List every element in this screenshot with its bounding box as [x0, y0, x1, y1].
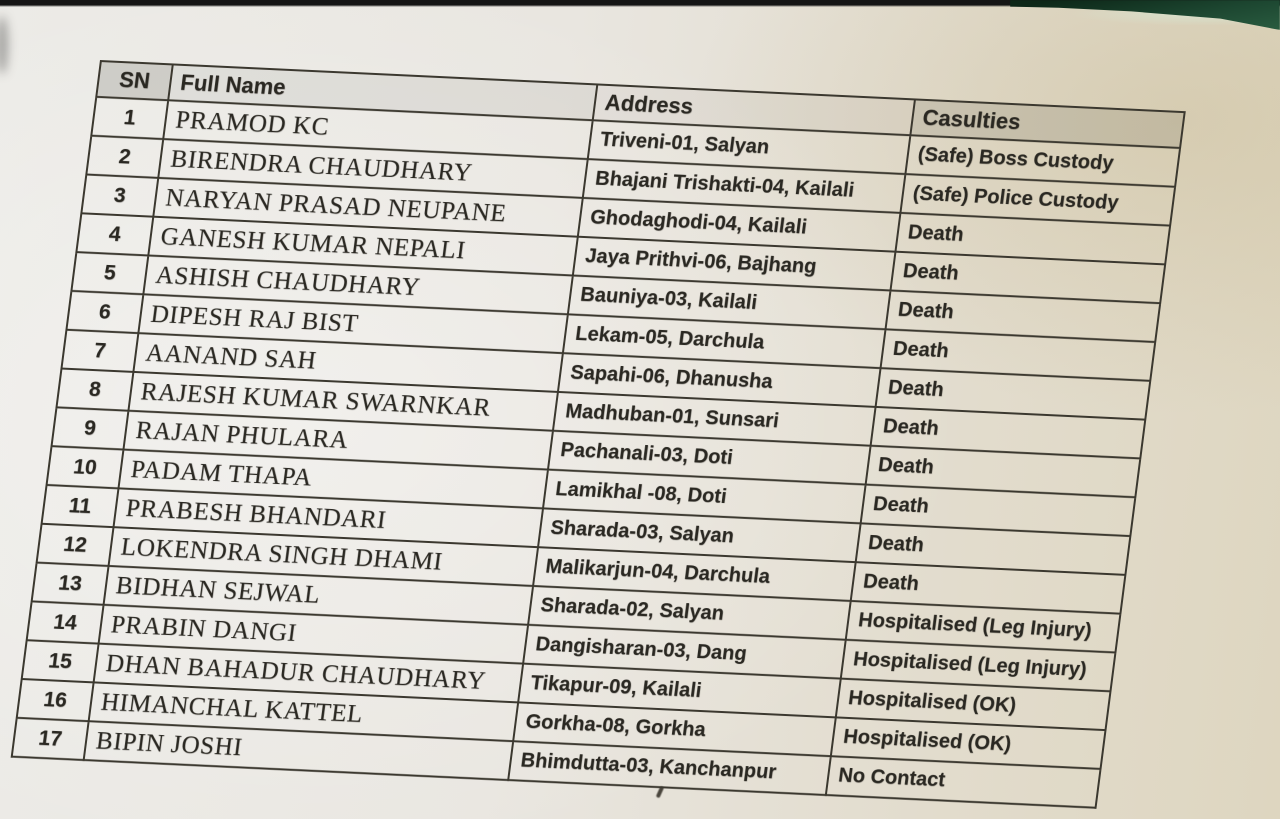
address-cell: Bhimdutta-03, Kanchanpur — [508, 741, 831, 795]
casualty-cell: Hospitalised (OK) — [831, 717, 1106, 769]
sn-cell: 2 — [86, 136, 163, 178]
name-cell: BIDHAN SEJWAL — [104, 566, 533, 625]
address-cell: Triveni-01, Salyan — [588, 120, 911, 174]
casualty-cell: Hospitalised (Leg Injury) — [841, 640, 1116, 692]
casualty-cell: Hospitalised (Leg Injury) — [846, 601, 1121, 653]
address-cell: Dangisharan-03, Dang — [523, 625, 846, 679]
column-header-full-name: Full Name — [168, 64, 597, 120]
casualty-cell: Death — [861, 485, 1136, 537]
sn-cell: 10 — [47, 446, 124, 488]
left-edge-smudge — [0, 16, 8, 74]
casualty-cell: Death — [881, 329, 1156, 381]
casualty-cell: Death — [866, 446, 1141, 498]
address-cell: Madhuban-01, Sunsari — [553, 392, 876, 446]
address-cell: Sapahi-06, Dhanusha — [558, 353, 881, 407]
name-cell: HIMANCHAL KATTEL — [89, 682, 518, 741]
casualty-cell: Death — [886, 290, 1161, 342]
sn-cell: 4 — [76, 213, 153, 255]
casualty-cell: (Safe) Boss Custody — [905, 135, 1180, 187]
sn-cell: 13 — [32, 563, 109, 605]
sn-cell: 16 — [17, 679, 94, 721]
name-cell: AANAND SAH — [133, 333, 562, 392]
address-cell: Sharada-03, Salyan — [538, 508, 861, 562]
sn-cell: 12 — [37, 524, 114, 566]
column-header-address: Address — [593, 84, 915, 135]
name-cell: RAJESH KUMAR SWARNKAR — [128, 372, 557, 431]
column-header-casulties: Casulties — [910, 99, 1184, 148]
address-cell: Bhajani Trishakti-04, Kailali — [583, 159, 906, 213]
name-cell: GANESH KUMAR NEPALI — [148, 217, 577, 276]
sn-cell: 7 — [61, 330, 138, 372]
casualty-cell: Death — [890, 252, 1165, 304]
casualty-cell: Death — [876, 368, 1151, 420]
casualty-cell: Death — [851, 562, 1126, 614]
sn-cell: 6 — [66, 291, 143, 333]
address-cell: Lekam-05, Darchula — [563, 314, 886, 368]
casualty-table-photo — [11, 60, 1186, 809]
casualty-cell: Death — [856, 523, 1131, 575]
address-cell: Tikapur-09, Kailali — [518, 664, 841, 718]
address-cell: Ghodaghodi-04, Kailali — [578, 198, 901, 252]
name-cell: RAJAN PHULARA — [123, 411, 552, 470]
casualty-cell: (Safe) Police Custody — [900, 174, 1175, 226]
name-cell: ASHISH CHAUDHARY — [143, 255, 572, 314]
name-cell: LOKENDRA SINGH DHAMI — [109, 527, 538, 586]
column-header-sn: SN — [96, 61, 173, 100]
address-cell: Malikarjun-04, Darchula — [533, 547, 856, 601]
name-cell: PRAMOD KC — [163, 100, 592, 159]
casualty-table-body — [12, 97, 1180, 808]
sn-cell: 1 — [91, 97, 168, 139]
sn-cell: 8 — [57, 369, 134, 411]
name-cell: DHAN BAHADUR CHAUDHARY — [94, 644, 523, 703]
sn-cell: 17 — [12, 718, 89, 760]
name-cell: PRABIN DANGI — [99, 605, 528, 664]
sn-cell: 15 — [22, 640, 99, 682]
name-cell: DIPESH RAJ BIST — [138, 294, 567, 353]
casualty-cell: Death — [895, 213, 1170, 265]
name-cell: PRABESH BHANDARI — [114, 488, 543, 547]
name-cell: PADAM THAPA — [118, 450, 547, 509]
sn-cell: 11 — [42, 485, 119, 527]
address-cell: Lamikhal -08, Doti — [543, 470, 866, 524]
name-cell: BIRENDRA CHAUDHARY — [158, 139, 587, 198]
address-cell: Jaya Prithvi-06, Bajhang — [573, 237, 896, 291]
casualty-cell: Death — [871, 407, 1146, 459]
table-corner-green-wedge — [1010, 0, 1280, 30]
sn-cell: 5 — [71, 252, 148, 294]
casualty-cell: No Contact — [826, 756, 1101, 808]
name-cell: BIPIN JOSHI — [84, 721, 513, 780]
sn-cell: 9 — [52, 407, 129, 449]
sn-cell: 14 — [27, 601, 104, 643]
name-cell: NARYAN PRASAD NEUPANE — [153, 178, 582, 237]
address-cell: Gorkha-08, Gorkha — [513, 702, 836, 756]
casualty-cell: Hospitalised (OK) — [836, 679, 1111, 731]
sn-cell: 3 — [81, 174, 158, 216]
casualty-table — [11, 60, 1186, 809]
address-cell: Sharada-02, Salyan — [528, 586, 851, 640]
address-cell: Bauniya-03, Kailali — [568, 276, 891, 330]
address-cell: Pachanali-03, Doti — [548, 431, 871, 485]
